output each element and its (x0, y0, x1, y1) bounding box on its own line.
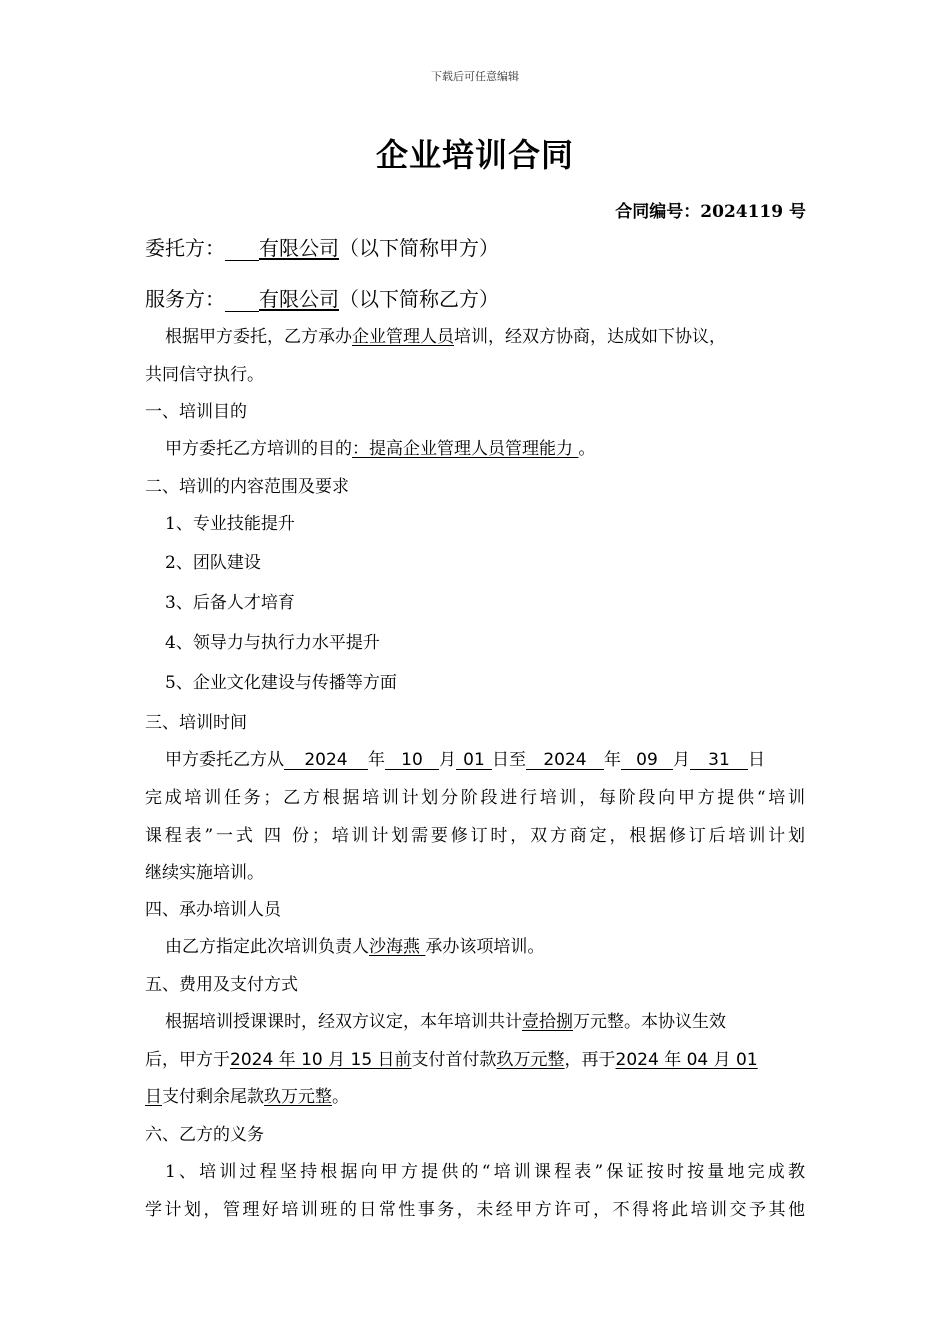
section-5-line-2 (145, 1045, 805, 1070)
content-item: 2、团队建设 (165, 553, 261, 573)
month-label: 月 (673, 750, 690, 770)
section-5-line-1 (145, 1007, 825, 1032)
first-payment-date: 2024 年 10 月 15 日前 (230, 1050, 412, 1070)
person-lead: 由乙方指定此次培训负责人 (165, 937, 369, 957)
section-5-heading: 五、费用及支付方式 (145, 975, 298, 995)
client-blank (225, 238, 259, 261)
provider-company: 有限公司 (259, 287, 339, 311)
month-label: 月 (439, 750, 456, 770)
section-3-line-3: 课程表”一式 四 份；培训计划需要修订时，双方商定，根据修订后培训计划 (145, 826, 805, 846)
section-4-heading: 四、承办培训人员 (145, 900, 281, 920)
responsible-person: 沙海燕 (369, 937, 426, 957)
start-year: 2024 (284, 751, 368, 770)
intro-line-2: 共同信守执行。 (145, 365, 264, 385)
period-lead: 甲方委托乙方从 (165, 750, 284, 770)
final-payment-amount: 玖万元整 (264, 1087, 332, 1107)
client-party (145, 232, 499, 261)
content-item: 3、后备人才培育 (165, 593, 295, 613)
content-item: 5、企业文化建设与传播等方面 (165, 673, 397, 693)
section-3-heading: 三、培训时间 (145, 713, 247, 733)
day-to-label: 日至 (492, 750, 526, 770)
final-payment-date-end: 日 (145, 1087, 162, 1107)
section-3-line-4: 继续实施培训。 (145, 863, 264, 883)
fee-text: 后，甲方于 (145, 1050, 230, 1070)
fee-lead: 根据培训授课课时，经双方议定，本年培训共计 (165, 1012, 522, 1032)
end-year: 2024 (526, 751, 604, 770)
section-5-line-3 (145, 1082, 805, 1107)
training-purpose: ：提高企业管理人员管理能力 (352, 439, 579, 459)
content-item: 1、专业技能提升 (165, 514, 295, 534)
purpose-lead: 甲方委托乙方培训的目的 (165, 439, 352, 459)
fee-text: 支付剩余尾款 (162, 1087, 264, 1107)
training-topic: 企业管理人员 (352, 327, 454, 347)
provider-blank (225, 289, 259, 312)
fee-text: 支付首付款 (411, 1050, 497, 1070)
intro-text-b: 培训，经双方协商，达成如下协议， (454, 327, 726, 347)
day-label: 日 (748, 750, 765, 770)
client-suffix: （以下简称甲方） (339, 236, 499, 260)
year-label: 年 (368, 750, 385, 770)
intro-line-1 (145, 322, 825, 347)
section-6-heading: 六、乙方的义务 (145, 1125, 264, 1145)
provider-suffix: （以下简称乙方） (339, 287, 499, 311)
section-2-heading: 二、培训的内容范围及要求 (145, 477, 349, 497)
provider-label: 服务方： (145, 287, 225, 311)
section-1-heading: 一、培训目的 (145, 402, 247, 422)
start-day: 01 (456, 751, 492, 770)
training-period-line (145, 745, 825, 770)
person-end: 承办该项培训。 (425, 937, 545, 957)
end-day: 31 (690, 751, 748, 770)
year-label: 年 (604, 750, 621, 770)
section-6-line-2: 学计划，管理好培训班的日常性事务，未经甲方许可，不得将此培训交予其他 (145, 1200, 805, 1220)
section-4-body (145, 932, 825, 957)
start-month: 10 (385, 751, 439, 770)
client-label: 委托方： (145, 236, 225, 260)
header-note: 下载后可任意编辑 (431, 70, 519, 83)
final-payment-date: 2024 年 04 月 01 (615, 1050, 758, 1070)
section-1-body (145, 434, 825, 459)
total-fee: 壹拾捌 (522, 1012, 573, 1032)
fee-text: ，再于 (564, 1050, 616, 1070)
fee-text: 万元整。本协议生效 (573, 1012, 726, 1032)
purpose-end: 。 (578, 439, 596, 459)
provider-party (145, 283, 499, 312)
section-3-line-2: 完成培训任务；乙方根据培训计划分阶段进行培训，每阶段向甲方提供“培训 (145, 788, 805, 808)
fee-text: 。 (332, 1087, 349, 1107)
contract-number: 合同编号：2024119 号 (615, 202, 806, 222)
content-item: 4、领导力与执行力水平提升 (165, 633, 380, 653)
end-month: 09 (621, 751, 673, 770)
intro-text-a: 根据甲方委托，乙方承办 (165, 327, 352, 347)
first-payment-amount: 玖万元整 (496, 1050, 565, 1070)
document-title: 企业培训合同 (375, 136, 574, 174)
section-6-line-1: 1、培训过程坚持根据向甲方提供的“培训课程表”保证按时按量地完成教 (165, 1162, 805, 1182)
client-company: 有限公司 (259, 236, 339, 260)
